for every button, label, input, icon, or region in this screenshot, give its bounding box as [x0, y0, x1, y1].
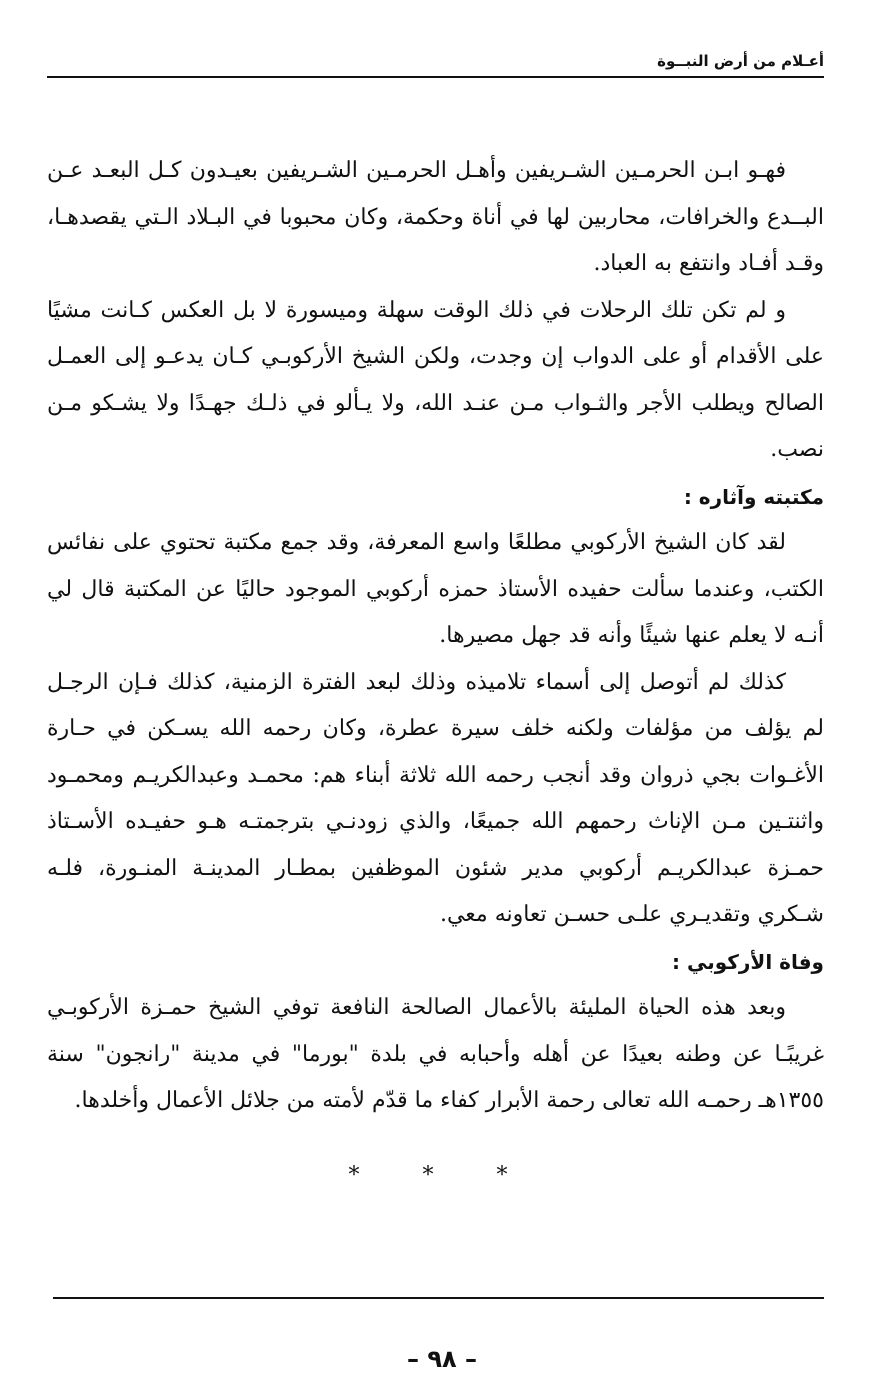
page-body [47, 148, 824, 1125]
footer-rule [53, 1297, 824, 1299]
paragraph-5: وبعد هذه الحياة المليئة بالأعمال الصالحة النافعة توفي الشيخ حمـزة الأركوبـي غريبًـا عن وطنه بعيدًا عن أهله وأحبابه في بلدة "بورما" في مدينة "رانجون" سنة ١٣٥٥هـ رحمـه الله تعالى رحمة الأبرار كفاء ما قدّم لأمته من جلائل الأعمال وأخلدها. [47, 995, 824, 1113]
paragraph-1: فهـو ابـن الحرمـين الشـريفين وأهـل الحرمـين الشـريفين بعيـدون كـل البعـد عـن البــدع والخرافات، محاربين لها في أناة وحكمة، وكان محبوبا في البـلاد الـتي يقصدهـا، وقـد أفـاد وانتفع به العباد. [47, 158, 824, 276]
running-title: أعـلام من أرض النبــوة [657, 52, 824, 70]
paragraph-4: كذلك لم أتوصل إلى أسماء تلاميذه وذلك لبعد الفترة الزمنية، كذلك فـإن الرجـل لم يؤلف من مؤلفات ولكنه خلف سيرة عطرة، وكان رحمه الله يسـكن في حـارة الأغـوات بجي ذروان وقد أنجب رحمه الله ثلاثة أبناء هم: محمـد وعبدالكريـم ومحمـود واثنتـين مـن الإناث رحمهم الله جميعًا، والذي زودنـي بترجمتـه هـو حفيـده الأسـتاذ حمـزة عبدالكريـم أركوبي مدير شئون الموظفين بمطـار المدينـة المنـورة، فلـه شـكري وتقديـري علـى حسـن تعاونه معي. [47, 669, 824, 927]
paragraph-2: و لم تكن تلك الرحلات في ذلك الوقت سهلة وميسورة لا بل العكس كـانت مشيًا على الأقدام أو على الدواب إن وجدت، ولكن الشيخ الأركوبـي كـان يدعـو إلى العمـل الصالح ويطلب الأجر والثـواب مـن عنـد الله، ولا يـألو في ذلـك جهـدًا ولا يشـكو مـن نصب. [47, 297, 824, 462]
section-heading-library: مكتبته وآثاره : [683, 484, 824, 509]
page-number: – ٩٨ – [406, 1345, 477, 1373]
section-heading-death: وفاة الأركوبي : [672, 949, 824, 974]
running-header [47, 50, 824, 78]
section-separator: * * * [348, 1163, 536, 1188]
paragraph-3: لقد كان الشيخ الأركوبي مطلعًا واسع المعرفة، وقد جمع مكتبة تحتوي على نفائس الكتب، وعندما سألت حفيده الأستاذ حمزه أركوبي الموجود حاليًا عن المكتبة قال لي أنـه لا يعلم عنها شيئًا وأنه قد جهل مصيرها. [47, 530, 824, 648]
